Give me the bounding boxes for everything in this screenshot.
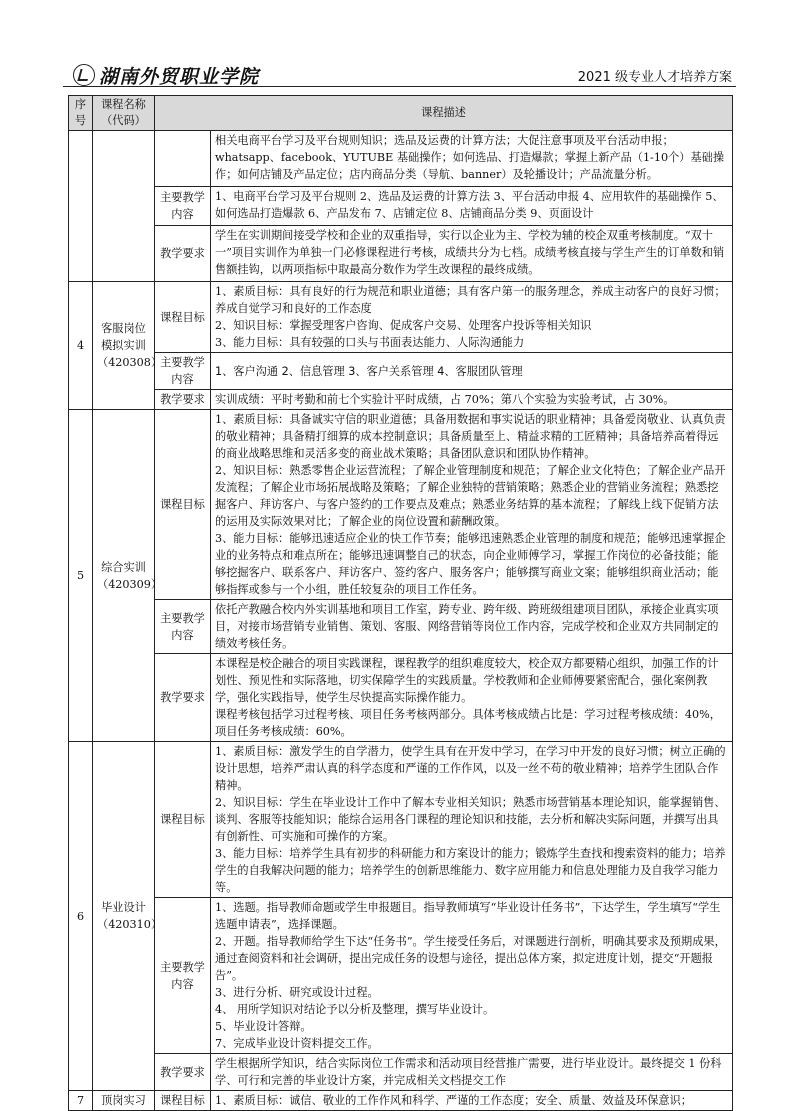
c4-code: （420308） — [97, 356, 163, 369]
table-row — [69, 654, 733, 742]
header-desc: 课程描述 — [155, 96, 733, 131]
c6-seq: 6 — [69, 742, 93, 1091]
c7-goal1: 1、素质目标：诚信、敬业的工作作风和科学、严谨的工作态度；安全、质量、效益及环保意识； — [211, 1091, 733, 1111]
header-seq: 序号 — [69, 96, 93, 131]
page-header — [63, 62, 736, 87]
c6-content-1: 1、选题。指导教师命题或学生申报题目。指导教师填写“毕业设计任务书”，下达学生，学生填写“学生选题申请表”，选择课题。 — [215, 901, 721, 931]
table-row — [69, 1091, 733, 1111]
c7-name: 顶岗实习 — [93, 1091, 155, 1111]
c6-req: 学生根据所学知识，结合实际岗位工作需求和活动项目经营推广需要，进行毕业设计。最终提交 1 份科学、可行和完善的毕业设计方案，并完成相关文档提交工作 — [211, 1054, 733, 1091]
c6-content-2: 2、开题。指导教师给学生下达“任务书”。学生接受任务后，对课题进行剖析，明确其要求及预期成果，通过查阅资料和社会调研，提出完成任务的设想与途径，提出总体方案，拟定进度计划，提交“开题报告”。 — [215, 935, 726, 982]
c6-course — [93, 742, 163, 1091]
c5-content: 依托产教融合校内外实训基地和项目工作室，跨专业、跨年级、跨班级组建项目团队，承接企业真实项目，对接市场营销专业销售、策划、客服、网络营销等岗位工作内容，完成学校和企业双方共同制定的绩效考核任务。 — [211, 600, 733, 654]
table-row — [69, 410, 733, 600]
label-goal: 课程目标 — [155, 742, 211, 898]
c6-content-4: 4、 用所学知识对结论予以分析及整理，撰写毕业设计。 — [215, 1003, 495, 1016]
cont-content: 1、电商平台学习及平台规则 2、选品及运费的计算方法 3、平台活动申报 4、应用软件的基础操作 5、如何选品打造爆款 6、产品发布 7、店铺定位 8、店铺商品分类 9、页面设计 — [211, 187, 733, 226]
label-req: 教学要求 — [155, 654, 211, 742]
school-name: 湖南外贸职业学院 — [99, 66, 260, 88]
c5-req2: 课程考核包括学习过程考核、项目任务考核两部分。具体考核成绩占比是：学习过程考核成绩：40%，项目任务考核成绩：60%。 — [215, 708, 721, 738]
table-row — [69, 600, 733, 654]
c4-goal2: 2、知识目标：掌握受理客户咨询、促成客户交易、处理客户投诉等相关知识 — [215, 319, 592, 332]
c6-content-5: 5、毕业设计答辩。 — [215, 1020, 312, 1033]
table-header-row — [69, 96, 733, 131]
c4-goal3: 3、能力目标：具有较强的口头与书面表达能力、人际沟通能力 — [215, 336, 525, 349]
label-req: 教学要求 — [155, 1054, 211, 1091]
c4-name: 客服岗位模拟实训 — [101, 322, 146, 352]
table-row — [69, 1054, 733, 1091]
c6-goal3: 3、能力目标：培养学生具有初步的科研能力和方案设计的能力；锻炼学生查找和搜索资料的能力；培养学生的自我解决问题的能力；培养学生的创新思维能力、数字应用能力和信息处理能力及自我学习能力等。 — [215, 847, 726, 894]
label-req: 教学要求 — [155, 390, 211, 410]
table-row — [69, 282, 733, 353]
c7-seq: 7 — [69, 1091, 93, 1111]
c5-goal3: 3、能力目标：能够迅速适应企业的快工作节奏；能够迅速熟悉企业管理的制度和规范；能够迅速掌握企业的业务特点和难点所在；能够迅速调整自己的状态，向企业师傅学习，掌握工作岗位的必备技能；能够挖掘客户、联系客户、拜访客户、签约客户、服务客户；能够撰写商业文案；能够组织商业活动；能够指挥或参与一个小组，胜任较复杂的项目工作任务。 — [215, 532, 726, 596]
c6-name: 毕业设计 — [101, 901, 146, 914]
table-row — [69, 226, 733, 282]
label-req: 教学要求 — [155, 226, 211, 282]
c6-content-3: 3、进行分析、研究或设计过程。 — [215, 986, 379, 999]
c4-seq: 4 — [69, 282, 93, 410]
table-row — [69, 742, 733, 898]
c6-code: （420310） — [97, 918, 163, 931]
cont-intro: 相关电商平台学习及平台规则知识；选品及运费的计算方法；大促注意事项及平台活动申报；whatsapp、facebook、YUTUBE 基础操作；如何选品、打造爆款；掌握上新产品（1-10个）基础操作；如何店铺及产品定位；店内商品分类（导航、banner）及轮播设计；产品流量分析。 — [211, 131, 733, 187]
c5-goal1: 1、素质目标：具备诚实守信的职业道德；具备用数据和事实说话的职业精神；具备爱岗敬业、认真负责的敬业精神；具备精打细算的成本控制意识；具备质量至上、精益求精的工匠精神；具备培养高着得远的商业战略思维和灵活多变的商业战术策略；具备团队意识和团队协作精神。 — [215, 413, 726, 460]
c4-content: 1、客户沟通 2、信息管理 3、客户关系管理 4、客服团队管理 — [211, 353, 733, 390]
label-goal: 课程目标 — [155, 410, 211, 600]
label-content: 主要教学内容 — [155, 898, 211, 1054]
c5-seq: 5 — [69, 410, 93, 742]
cont-req: 学生在实训期间接受学校和企业的双重指导，实行以企业为主、学校为辅的校企双重考核制度。“双十一”项目实训作为单独一门必修课程进行考核，成绩共分为七档。成绩考核直接与学生产生的订单数和销售额挂钩，以两项指标中取最高分数作为学生改课程的最终成绩。 — [211, 226, 733, 282]
label-content: 主要教学内容 — [155, 353, 211, 390]
label-goal: 课程目标 — [155, 1091, 211, 1111]
c5-goal2: 2、知识目标：熟悉零售企业运营流程；了解企业管理制度和规范；了解企业文化特色；了解企业产品开发流程；了解企业市场拓展战略及策略；了解企业独特的营销策略；熟悉企业的营销业务流程；熟悉挖掘客户、拜访客户、与客户签约的工作要点及难点；熟悉业务结算的基本流程；了解线上线下促销方法的运用及实际效果对比；了解企业的岗位设置和薪酬政策。 — [215, 464, 726, 528]
label-content: 主要教学内容 — [155, 187, 211, 226]
c4-course — [93, 282, 163, 410]
c4-req: 实训成绩：平时考勤和前七个实验计平时成绩，占 70%；第八个实验为实验考试，占 30%。 — [211, 390, 733, 410]
table-row — [69, 898, 733, 1054]
table-row — [69, 187, 733, 226]
c5-course — [93, 410, 163, 742]
table-row — [69, 353, 733, 390]
document-title: 2021 级专业人才培养方案 — [577, 70, 732, 85]
c6-goal2: 2、知识目标：学生在毕业设计工作中了解本专业相关知识；熟悉市场营销基本理论知识，能掌握销售、谈判、客服等技能知识；能综合运用各门课程的理论知识和技能，去分析和解决实际问题，并撰写出具有创新性、可实施和可操作的方案。 — [215, 796, 726, 843]
c5-code: （420309） — [97, 577, 163, 591]
school-logo-icon — [73, 64, 95, 86]
c5-req1: 本课程是校企融合的项目实践课程，课程教学的组织难度较大，校企双方都要精心组织，加强工作的计划性、预见性和实际落地，切实保障学生的实践质量。学校教师和企业师傅要紧密配合，强化案例教学，强化实践指导，使学生尽快提高实际操作能力。 — [215, 657, 719, 704]
c4-goal1: 1、素质目标：具有良好的行为规范和职业道德；具有客户第一的服务理念，养成主动客户的良好习惯；养成自觉学习和良好的工作态度 — [215, 285, 726, 315]
c6-content-6: 7、完成毕业设计资料提交工作。 — [215, 1037, 379, 1050]
header-course: 课程名称（代码） — [93, 96, 155, 131]
c5-name: 综合实训 — [101, 560, 146, 574]
label-goal: 课程目标 — [155, 282, 211, 353]
table-row — [69, 390, 733, 410]
course-table — [68, 95, 733, 1111]
table-row — [69, 131, 733, 187]
c6-goal1: 1、素质目标：激发学生的自学潜力，使学生具有在开发中学习，在学习中开发的良好习惯；树立正确的设计思想，培养严肃认真的科学态度和严谨的工作作风，以及一丝不苟的敬业精神；培养学生团队合作精神。 — [215, 745, 726, 792]
label-content: 主要教学内容 — [155, 600, 211, 654]
